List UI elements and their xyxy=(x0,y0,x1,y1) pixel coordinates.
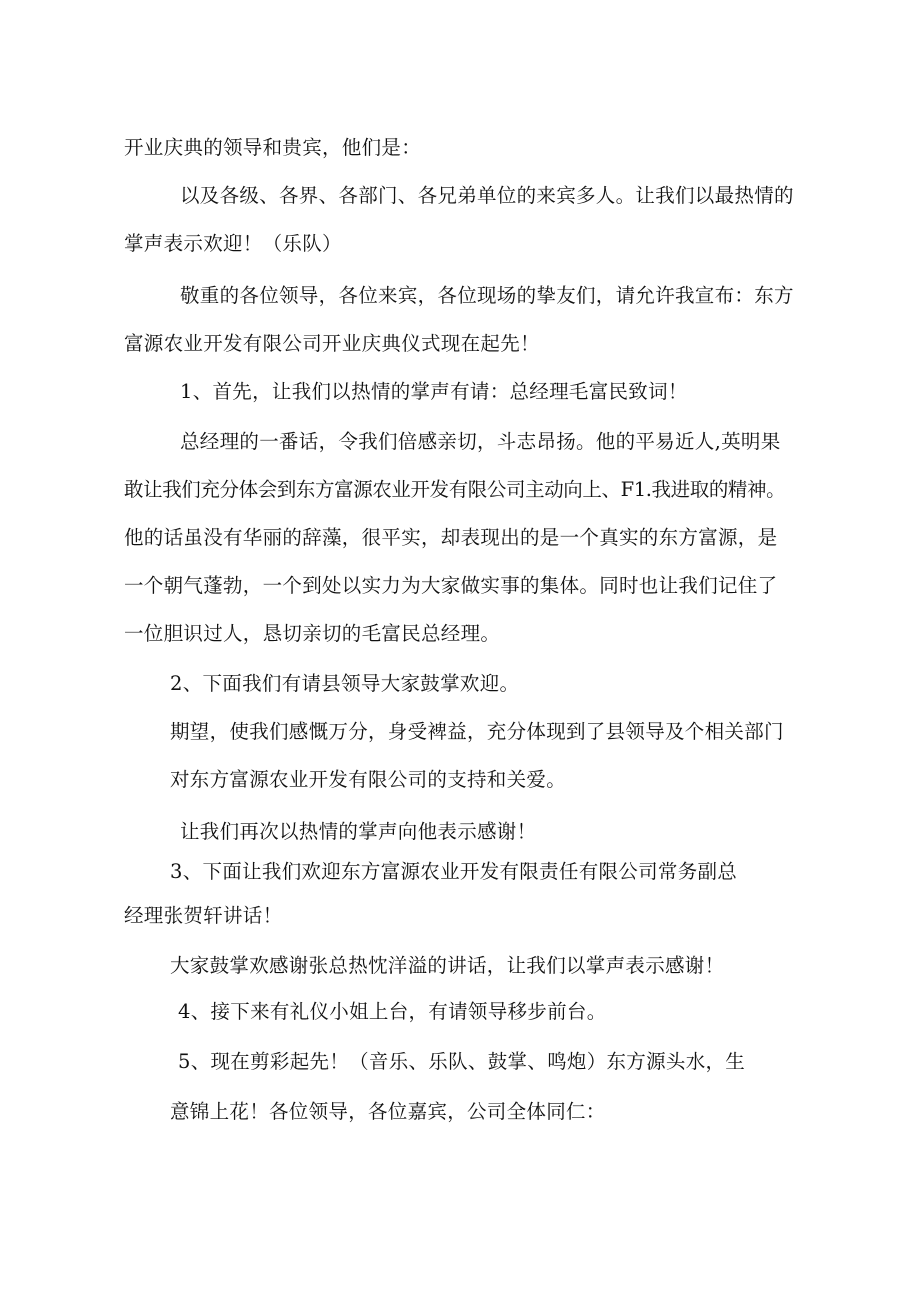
text-line-4: 敬重的各位领导，各位来宾，各位现场的挚友们，请允许我宣布：东方 xyxy=(180,284,794,307)
text-line-12: 2、下面我们有请县领导大家鼓掌欢迎。 xyxy=(170,672,520,695)
text-line-19: 4、接下来有礼仪小姐上台，有请领导移步前台。 xyxy=(178,1000,607,1023)
text-line-16: 3、下面让我们欢迎东方富源农业开发有限责任有限公司常务副总 xyxy=(170,860,738,883)
text-line-9: 他的话虽没有华丽的辞藻，很平实，却表现出的是一个真实的东方富源，是 xyxy=(124,526,778,549)
text-line-17: 经理张贺轩讲话！ xyxy=(124,904,283,927)
text-line-6: 1、首先，让我们以热情的掌声有请：总经理毛富民致词！ xyxy=(180,380,688,403)
text-line-20: 5、现在剪彩起先！（音乐、乐队、鼓掌、鸣炮）东方源头水，生 xyxy=(178,1050,746,1073)
text-line-5: 富源农业开发有限公司开业庆典仪式现在起先！ xyxy=(124,332,540,355)
text-line-3: 掌声表示欢迎！（乐队） xyxy=(124,232,342,255)
text-line-14: 对东方富源农业开发有限公司的支持和关爱。 xyxy=(170,768,567,791)
text-line-7: 总经理的一番话，令我们倍感亲切，斗志昂扬。他的平易近人,英明果 xyxy=(180,430,781,453)
text-line-18: 大家鼓掌欢感谢张总热忱洋溢的讲话，让我们以掌声表示感谢！ xyxy=(170,954,725,977)
text-line-15: 让我们再次以热情的掌声向他表示感谢！ xyxy=(180,820,537,843)
text-line-2: 以及各级、各界、各部门、各兄弟单位的来宾多人。让我们以最热情的 xyxy=(180,184,794,207)
text-line-8: 敢让我们充分体会到东方富源农业开发有限公司主动向上、F1.我进取的精神。 xyxy=(124,478,786,501)
text-line-10: 一个朝气蓬勃，一个到处以实力为大家做实事的集体。同时也让我们记住了 xyxy=(124,574,778,597)
text-line-13: 期望，使我们感慨万分，身受裨益，充分体现到了县领导及个相关部门 xyxy=(170,720,784,743)
text-line-1: 开业庆典的领导和贵宾，他们是： xyxy=(124,136,422,159)
text-line-11: 一位胆识过人，恳切亲切的毛富民总经理。 xyxy=(124,622,501,645)
text-line-21: 意锦上花！各位领导，各位嘉宾，公司全体同仁： xyxy=(170,1100,606,1123)
